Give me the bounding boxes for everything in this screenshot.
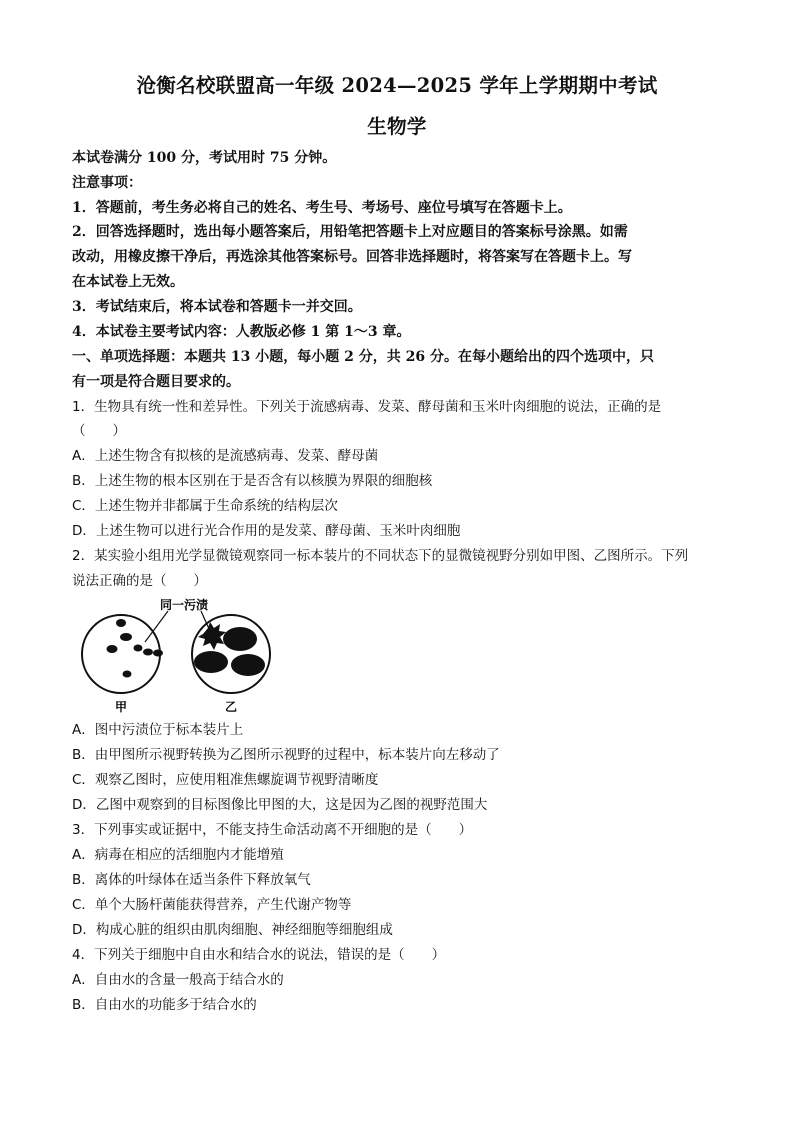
question-3-option-c: C．单个大肠杆菌能获得营养，产生代谢产物等 [72, 897, 352, 913]
view-jia-circle [82, 615, 163, 693]
notice-heading: 注意事项： [72, 175, 142, 191]
notice-item-2: 2．回答选择题时，选出每小题答案后，用铅笔把答题卡上对应题目的答案标号涂黑。如需 [72, 224, 628, 240]
question-3-option-b: B．离体的叶绿体在适当条件下释放氧气 [72, 872, 311, 888]
label-jia: 甲 [114, 700, 128, 714]
question-3-option-a: A．病毒在相应的活细胞内才能增殖 [72, 847, 284, 863]
question-4-option-a: A．自由水的含量一般高于结合水的 [72, 972, 284, 988]
question-2-option-b: B．由甲图所示视野转换为乙图所示视野的过程中，标本装片向左移动了 [72, 747, 500, 763]
question-3-stem: 3．下列事实或证据中，不能支持生命活动离不开细胞的是（ ） [72, 822, 473, 838]
question-4-stem: 4．下列关于细胞中自由水和结合水的说法，错误的是（ ） [72, 947, 446, 963]
question-1-blank: （ ） [72, 423, 126, 439]
microscope-figure [78, 594, 288, 716]
question-1-stem: 1．生物具有统一性和差异性。下列关于流感病毒、发菜、酵母菌和玉米叶肉细胞的说法，正确的是 [72, 399, 662, 415]
notice-item-2-cont: 改动，用橡皮擦干净后，再选涂其他答案标号。回答非选择题时，将答案写在答题卡上。写 [72, 249, 632, 265]
notice-item-2-cont2: 在本试卷上无效。 [72, 274, 184, 290]
notice-item-4: 4．本试卷主要考试内容：人教版必修 1 第 1～3 章。 [72, 324, 411, 340]
subject-title: 生物学 [367, 115, 427, 138]
section-heading: 一、单项选择题：本题共 13 小题，每小题 2 分，共 26 分。在每小题给出的四个选项中，只 [72, 349, 654, 365]
question-3-option-d: D．构成心脏的组织由肌肉细胞、神经细胞等细胞组成 [72, 922, 393, 938]
notice-item-1: 1．答题前，考生务必将自己的姓名、考生号、考场号、座位号填写在答题卡上。 [72, 200, 572, 216]
question-1-option-c: C．上述生物并非都属于生命系统的结构层次 [72, 498, 338, 514]
question-2-stem-cont: 说法正确的是（ ） [72, 573, 207, 589]
exam-title: 沧衡名校联盟高一年级 2024—2025 学年上学期期中考试 [136, 74, 658, 97]
stain-label: 同一污渍 [159, 598, 209, 612]
question-1-option-a: A．上述生物含有拟核的是流感病毒、发菜、酵母菌 [72, 448, 379, 464]
question-2-stem: 2．某实验小组用光学显微镜观察同一标本装片的不同状态下的显微镜视野分别如甲图、乙图所示。下列 [72, 548, 689, 564]
question-2-option-d: D．乙图中观察到的目标图像比甲图的大，这是因为乙图的视野范围大 [72, 797, 488, 813]
question-2-option-c: C．观察乙图时，应使用粗准焦螺旋调节视野清晰度 [72, 772, 379, 788]
label-yi: 乙 [224, 700, 238, 714]
score-time-note: 本试卷满分 100 分，考试用时 75 分钟。 [72, 150, 337, 166]
view-yi-circle [192, 615, 270, 693]
question-1-option-b: B．上述生物的根本区别在于是否含有以核膜为界限的细胞核 [72, 473, 433, 489]
question-4-option-b: B．自由水的功能多于结合水的 [72, 997, 257, 1013]
question-2-option-a: A．图中污渍位于标本装片上 [72, 722, 244, 738]
question-1-option-d: D．上述生物可以进行光合作用的是发菜、酵母菌、玉米叶肉细胞 [72, 523, 461, 539]
section-heading-cont: 有一项是符合题目要求的。 [72, 374, 240, 390]
notice-item-3: 3．考试结束后，将本试卷和答题卡一并交回。 [72, 299, 362, 315]
